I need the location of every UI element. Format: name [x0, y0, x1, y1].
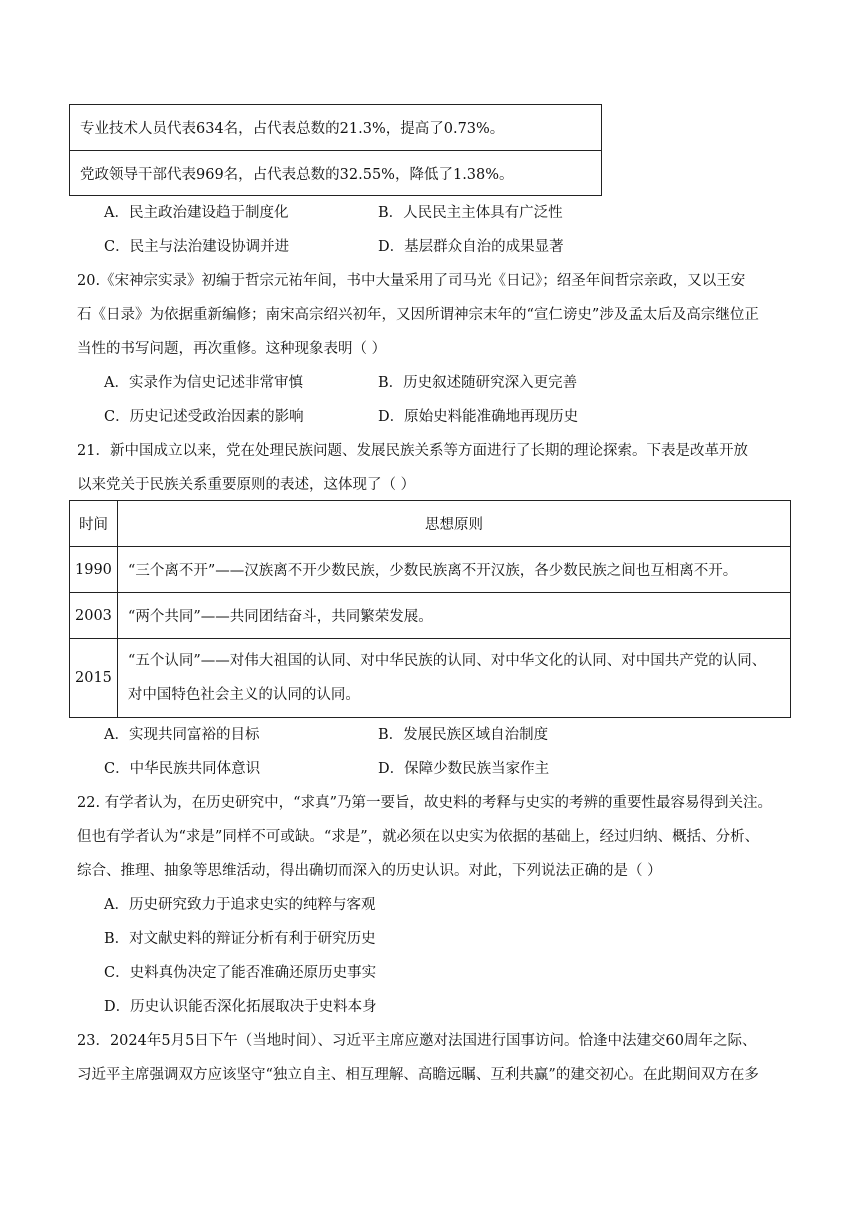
q23-stem-line: 习近平主席强调双方应该坚守“独立自主、相互理解、高瞻远瞩、互利共赢”的建交初心。在此期间双方在多: [77, 1067, 759, 1083]
q21-header-principle: 思想原则: [117, 501, 790, 547]
q21-stem-line: 21．新中国成立以来，党在处理民族问题、发展民族关系等方面进行了长期的理论探索。下表是改革开放: [77, 443, 748, 459]
q20-option-a[interactable]: A．实录作为信史记述非常审慎: [104, 375, 303, 391]
table-row: [70, 547, 791, 593]
q21-stem-line: 以来党关于民族关系重要原则的表述，这体现了（ ）: [77, 477, 416, 493]
q22-option-d[interactable]: D．历史认识能否深化拓展取决于史料本身: [104, 999, 377, 1015]
top-table: [69, 104, 602, 196]
q21-principle-line: 对中国特色社会主义的认同的认同。: [127, 687, 360, 703]
q20-option-b[interactable]: B．历史叙述随研究深入更完善: [378, 375, 578, 391]
q22-option-a[interactable]: A．历史研究致力于追求史实的纯粹与客观: [104, 897, 376, 913]
q19-option-a[interactable]: A．民主政治建设趋于制度化: [104, 205, 289, 221]
q23-stem-line: 23．2024年5月5日下午（当地时间）、习近平主席应邀对法国进行国事访问。恰逢中法建交60周年之际、: [77, 1033, 757, 1049]
table-row: [70, 593, 791, 639]
q20-stem-line: 石《日录》为依据重新编修；南宋高宗绍兴初年，又因所谓神宗末年的“宣仁谤史”涉及孟太后及高宗继位正: [77, 307, 759, 323]
q21-header-time: 时间: [70, 501, 118, 547]
q21-table: [69, 500, 791, 718]
q22-stem-line: 综合、推理、抽象等思维活动，得出确切而深入的历史认识。对此，下列说法正确的是（ ）: [77, 863, 662, 879]
top-table-row: 专业技术人员代表634名，占代表总数的21.3%，提高了0.73%。: [70, 105, 602, 151]
q21-option-c[interactable]: C．中华民族共同体意识: [104, 761, 261, 777]
q22-option-c[interactable]: C．史料真伪决定了能否准确还原历史事实: [104, 965, 377, 981]
q21-year: 2003: [70, 593, 118, 639]
q20-stem-line: 20.《宋神宗实录》初编于哲宗元祐年间，书中大量采用了司马光《日记》；绍圣年间哲宗亲政，又以王安: [77, 273, 746, 289]
q19-option-c[interactable]: C．民主与法治建设协调并进: [104, 239, 290, 255]
q21-principle: “两个共同”——共同团结奋斗，共同繁荣发展。: [117, 593, 790, 639]
q22-stem-line: 但也有学者认为“求是”同样不可或缺。“求是”，就必须在以史实为依据的基础上，经过归纳、概括、分析、: [77, 829, 760, 845]
q21-option-d[interactable]: D．保障少数民族当家作主: [378, 761, 550, 777]
table-row: [70, 639, 791, 718]
q21-principle-line: “五个认同”——对伟大祖国的认同、对中华民族的认同、对中华文化的认同、对中国共产党的认同、: [127, 653, 767, 669]
q20-option-d[interactable]: D．原始史料能准确地再现历史: [378, 409, 579, 425]
q19-option-d[interactable]: D．基层群众自治的成果显著: [378, 239, 564, 255]
q22-stem-line: 22. 有学者认为，在历史研究中，“求真”乃第一要旨，故史料的考释与史实的考辨的重要性最容易得到关注。: [77, 795, 772, 811]
q19-option-b[interactable]: B．人民民主主体具有广泛性: [378, 205, 563, 221]
q21-principle: “三个离不开”——汉族离不开少数民族，少数民族离不开汉族，各少数民族之间也互相离不开。: [117, 547, 790, 593]
q21-year: 2015: [70, 639, 118, 718]
q22-option-b[interactable]: B．对文献史料的辩证分析有利于研究历史: [104, 931, 376, 947]
q21-option-b[interactable]: B．发展民族区域自治制度: [378, 727, 549, 743]
q21-option-a[interactable]: A．实现共同富裕的目标: [104, 727, 260, 743]
q21-year: 1990: [70, 547, 118, 593]
top-table-row: 党政领导干部代表969名，占代表总数的32.55%，降低了1.38%。: [70, 151, 602, 196]
q20-stem-line: 当性的书写问题，再次重修。这种现象表明（ ）: [77, 341, 387, 357]
q20-option-c[interactable]: C．历史记述受政治因素的影响: [104, 409, 304, 425]
